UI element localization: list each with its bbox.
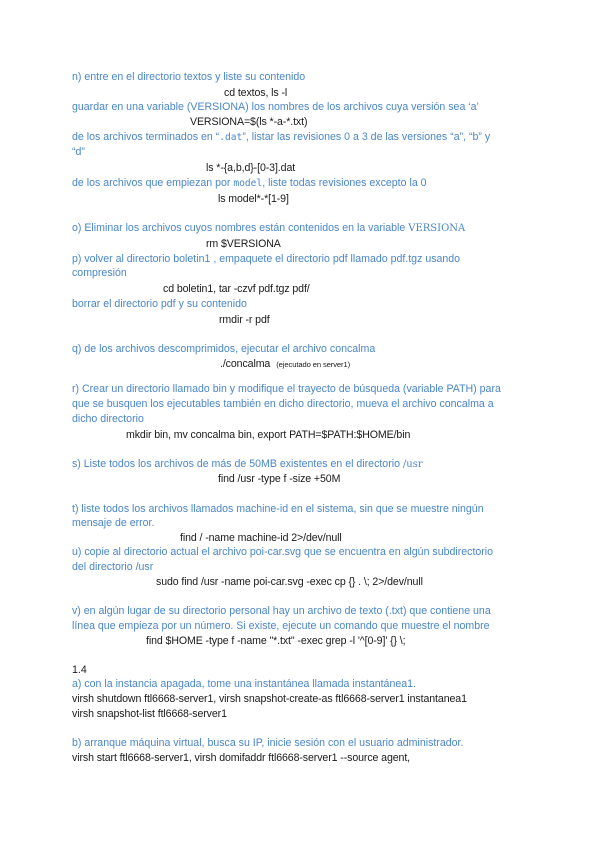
question-u-line-2: del directorio /usr xyxy=(72,561,154,573)
question-n-text-3 xyxy=(72,131,490,144)
inline-code-versiona: VERSIONA xyxy=(408,223,466,234)
question-n-text-4 xyxy=(72,177,427,190)
inline-code-dat: .dat xyxy=(219,132,243,143)
question-t-line-1: t) liste todos los archivos llamados machine-id en el sistema, sin que se muestre ningún xyxy=(72,503,484,515)
question-s-text: s) Liste todos los archivos de más de 50MB existentes en el directorio xyxy=(72,458,403,470)
command-q xyxy=(220,358,350,371)
command-u: sudo find /usr -name poi-car.svg -exec cp {} . \; 2>/dev/null xyxy=(156,576,423,588)
text-4-post: , liste todas revisiones excepto la 0 xyxy=(262,177,427,189)
command-1-4-a-1: virsh shutdown ftl6668-server1, virsh snapshot-create-as ftl6668-server1 instantanea1 xyxy=(72,693,467,705)
command-1-4-a-2: virsh snapshot-list ftl6668-server1 xyxy=(72,708,227,720)
question-r-line-2: que se busquen los ejecutables también en dicho directorio, mueva el archivo concalma a xyxy=(72,398,494,410)
question-n-text-2: guardar en una variable (VERSIONA) los nombres de los archivos cuya versión sea ‘a’ xyxy=(72,101,479,113)
section-heading-1-4: 1.4 xyxy=(72,664,87,676)
question-1-4-a: a) con la instancia apagada, tome una instantánea llamada instantánea1. xyxy=(72,678,416,690)
question-n: n) entre en el directorio textos y liste su contenido xyxy=(72,71,306,83)
command-n-3: ls *-{a,b,d}-[0-3].dat xyxy=(206,162,296,174)
question-1-4-b: b) arranque máquina virtual, busca su IP, inicie sesión con el usuario administrador. xyxy=(72,737,464,749)
text-3-post: ”, listar las revisiones 0 a 3 de las versiones “a”, “b” y xyxy=(242,131,491,143)
command-r: mkdir bin, mv concalma bin, export PATH=$PATH:$HOME/bin xyxy=(126,429,411,441)
command-1-4-b: virsh start ftl6668-server1, virsh domifaddr ftl6668-server1 --source agent, xyxy=(72,752,411,764)
command-q-text: ./concalma xyxy=(220,358,271,370)
command-n-4: ls model*-*[1-9] xyxy=(218,193,289,205)
command-n-2: VERSIONA=$(ls *-a-*.txt) xyxy=(190,116,308,128)
question-r-line-1: r) Crear un directorio llamado bin y modifique el trayecto de búsqueda (variable PATH) para xyxy=(72,383,501,395)
command-v: find $HOME -type f -name "*.txt" -exec grep -l '^[0-9]' {} \; xyxy=(146,635,406,647)
question-v-line-1: v) en algún lugar de su directorio personal hay un archivo de texto (.txt) que contiene una xyxy=(72,605,491,617)
question-v-line-2: línea que empieza por un número. Si existe, ejecute un comando que muestre el nombre xyxy=(72,620,490,632)
question-u-line-1: u) copie al directorio actual el archivo poi-car.svg que se encuentra en algún subdirectorio xyxy=(72,546,494,558)
question-o-text: o) Eliminar los archivos cuyos nombres están contenidos en la variable xyxy=(72,222,409,234)
inline-code-usr: /usr xyxy=(402,459,423,470)
question-p-line-2: compresión xyxy=(72,267,127,279)
inline-code-model: model xyxy=(233,178,263,189)
command-p-2: rmdir -r pdf xyxy=(219,314,270,326)
command-s: find /usr -type f -size +50M xyxy=(218,473,341,485)
command-q-note: (ejecutado en server1) xyxy=(276,360,351,369)
question-s xyxy=(72,458,423,471)
question-p-line-1: p) volver al directorio boletin1 , empaquete el directorio pdf llamado pdf.tgz usando xyxy=(72,253,461,265)
question-o xyxy=(72,222,465,235)
command-p-1: cd boletin1, tar -czvf pdf.tgz pdf/ xyxy=(163,283,310,295)
question-n-text-3b: “d” xyxy=(72,146,85,158)
command-o: rm $VERSIONA xyxy=(206,238,281,250)
question-q: q) de los archivos descomprimidos, ejecutar el archivo concalma xyxy=(72,343,376,355)
text-4-pre: de los archivos que empiezan por xyxy=(72,177,234,189)
command-t: find / -name machine-id 2>/dev/null xyxy=(180,532,342,544)
question-r-line-3: dicho directorio xyxy=(72,413,144,425)
text-3-pre: de los archivos terminados en “ xyxy=(72,131,220,143)
command-n-1: cd textos, ls -l xyxy=(224,87,288,99)
question-t-line-2: mensaje de error. xyxy=(72,517,155,529)
question-p-text-2: borrar el directorio pdf y su contenido xyxy=(72,298,247,310)
